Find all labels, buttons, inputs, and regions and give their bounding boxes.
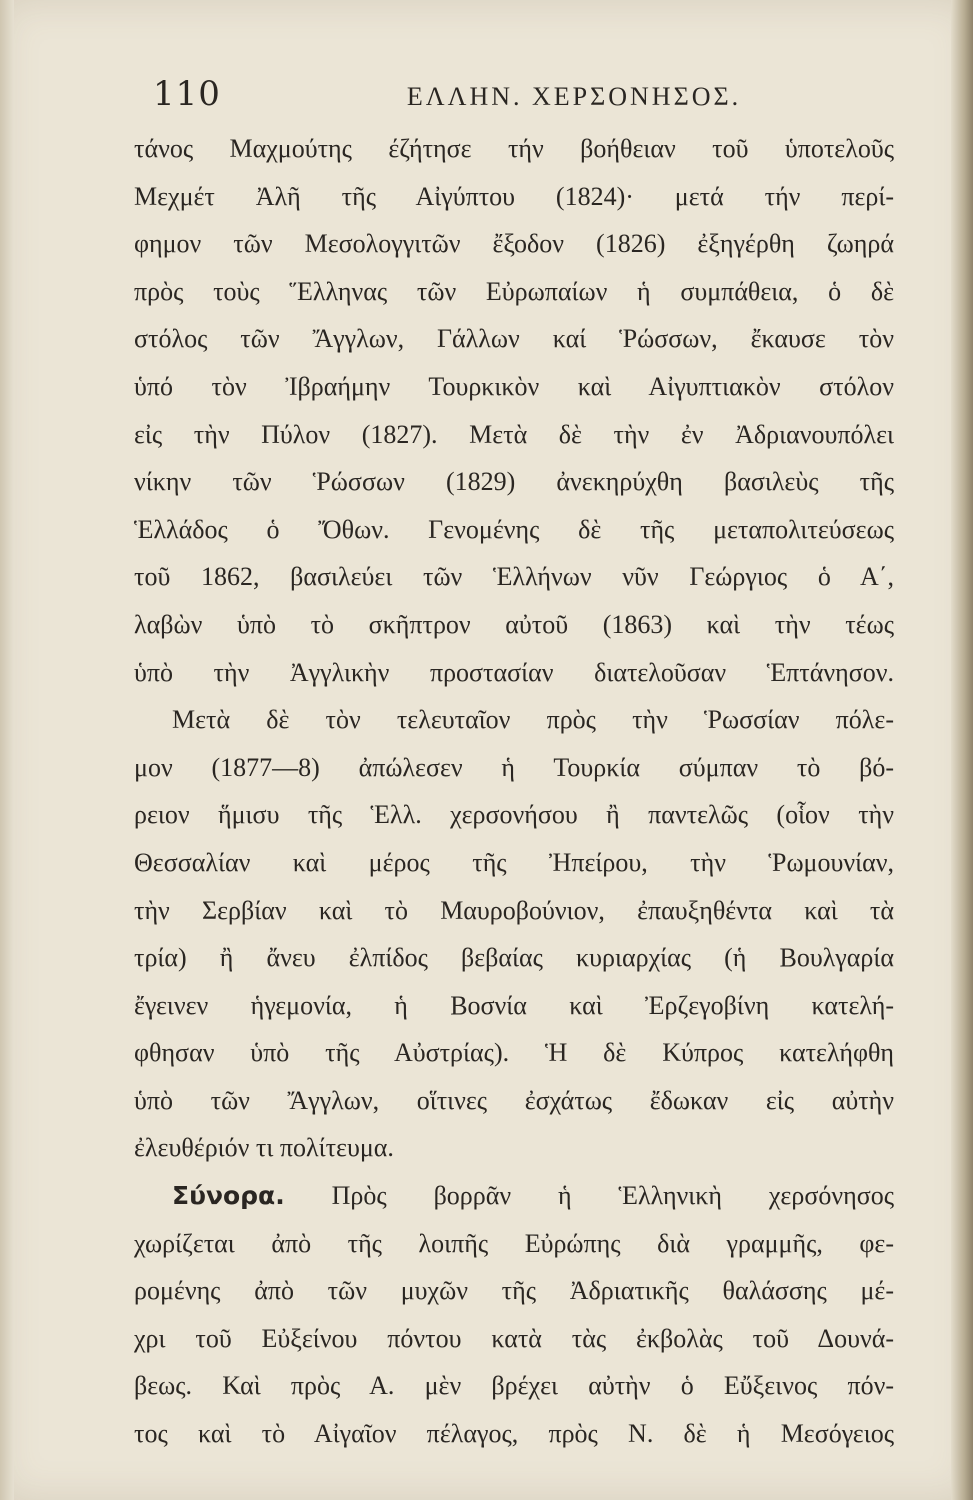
text-line: ρομένης ἀπὸ τῶν μυχῶν τῆς Ἀδριατικῆς θαλάσσης μέ-	[134, 1276, 894, 1306]
text-line: ὑπὸ τὴν Ἀγγλικὴν προστασίαν διατελοῦσαν Ἑπτάνησον.	[134, 657, 894, 687]
text-line	[134, 1172, 894, 1220]
text-line: μον (1877—8) ἀπώλεσεν ἡ Τουρκία σύμπαν τὸ βό-	[134, 752, 894, 782]
text-line: ρειον ἥμισυ τῆς Ἑλλ. χερσονήσου ἢ παντελῶς (οἷον τὴν	[134, 800, 894, 830]
page-left-edge	[0, 0, 14, 1500]
text-line: Ἑλλάδος ὁ Ὄθων. Γενομένης δὲ τῆς μεταπολιτεύσεως	[134, 514, 894, 544]
text-line: φημον τῶν Μεσολογγιτῶν ἔξοδον (1826) ἐξηγέρθη ζωηρά	[134, 229, 894, 259]
text-line: ἔγεινεν ἡγεμονία, ἡ Βοσνία καὶ Ἐρζεγοβίνη κατελή-	[134, 990, 894, 1020]
text-line: Μεχμέτ Ἀλῆ τῆς Αἰγύπτου (1824)· μετά τήν περί-	[134, 181, 894, 211]
page-number: 110	[153, 74, 221, 114]
text-line: Μετὰ δὲ τὸν τελευταῖον πρὸς τὴν Ῥωσσίαν πόλε-	[172, 705, 894, 735]
text-line: χωρίζεται ἀπὸ τῆς λοιπῆς Εὐρώπης διὰ γραμμῆς, φε-	[134, 1228, 894, 1258]
text-line: Θεσσαλίαν καὶ μέρος τῆς Ἠπείρου, τὴν Ῥωμουνίαν,	[134, 847, 894, 877]
text-line: τρία) ἢ ἄνευ ἐλπίδος βεβαίας κυριαρχίας (ἡ Βουλγαρία	[134, 943, 894, 973]
text-line: χρι τοῦ Εὐξείνου πόντου κατὰ τὰς ἐκβολὰς τοῦ Δουνά-	[134, 1323, 894, 1353]
text-line: λαβὼν ὑπὸ τὸ σκῆπτρον αὐτοῦ (1863) καὶ τὴν τέως	[134, 609, 894, 639]
text-line: ὑπό τὸν Ἰβραήμην Τουρκικὸν καὶ Αἰγυπτιακὸν στόλον	[134, 371, 894, 401]
text-line: εἰς τὴν Πύλον (1827). Μετὰ δὲ τὴν ἐν Ἀδριανουπόλει	[134, 419, 894, 449]
text-line: στόλος τῶν Ἄγγλων, Γάλλων καί Ῥώσσων, ἔκαυσε τὸν	[134, 324, 894, 354]
page-right-edge	[951, 0, 973, 1500]
text-line: πρὸς τοὺς Ἕλληνας τῶν Εὐρωπαίων ἡ συμπάθεια, ὁ δὲ	[134, 276, 894, 306]
text-line: τάνος Μαχμούτης έζήτησε τήν βοήθειαν τοῦ ὑποτελοῦς	[134, 134, 894, 163]
body-text	[134, 125, 894, 1458]
text-fragment: Πρὸς βορρᾶν ἡ Ἑλληνικὴ χερσόνησος	[331, 1181, 895, 1211]
running-title: ΕΛΛΗΝ. ΧΕΡΣΟΝΗΣΟΣ.	[406, 82, 742, 111]
text-line: νίκην τῶν Ῥώσσων (1829) ἀνεκηρύχθη βασιλεὺς τῆς	[134, 467, 894, 497]
text-line: ὑπὸ τῶν Ἄγγλων, οἵτινες ἐσχάτως ἔδωκαν εἰς αὐτὴν	[134, 1085, 894, 1115]
text-line: τοῦ 1862, βασιλεύει τῶν Ἑλλήνων νῦν Γεώργιος ὁ Α΄,	[134, 562, 894, 592]
text-line: τος καὶ τὸ Αἰγαῖον πέλαγος, πρὸς Ν. δὲ ἡ Μεσόγειος	[134, 1419, 894, 1449]
section-heading: Σύνορα.	[172, 1181, 285, 1211]
text-line: φθησαν ὑπὸ τῆς Αὐστρίας). Ἡ δὲ Κύπρος κατελήφθη	[134, 1038, 894, 1068]
page-header	[153, 74, 883, 122]
text-line: τὴν Σερβίαν καὶ τὸ Μαυροβούνιον, ἐπαυξηθέντα καὶ τὰ	[134, 895, 894, 925]
text-line: ἐλευθέριόν τι πολίτευμα.	[134, 1133, 394, 1163]
text-line: βεως. Καὶ πρὸς Α. μὲν βρέχει αὐτὴν ὁ Εὔξεινος πόν-	[134, 1371, 894, 1401]
